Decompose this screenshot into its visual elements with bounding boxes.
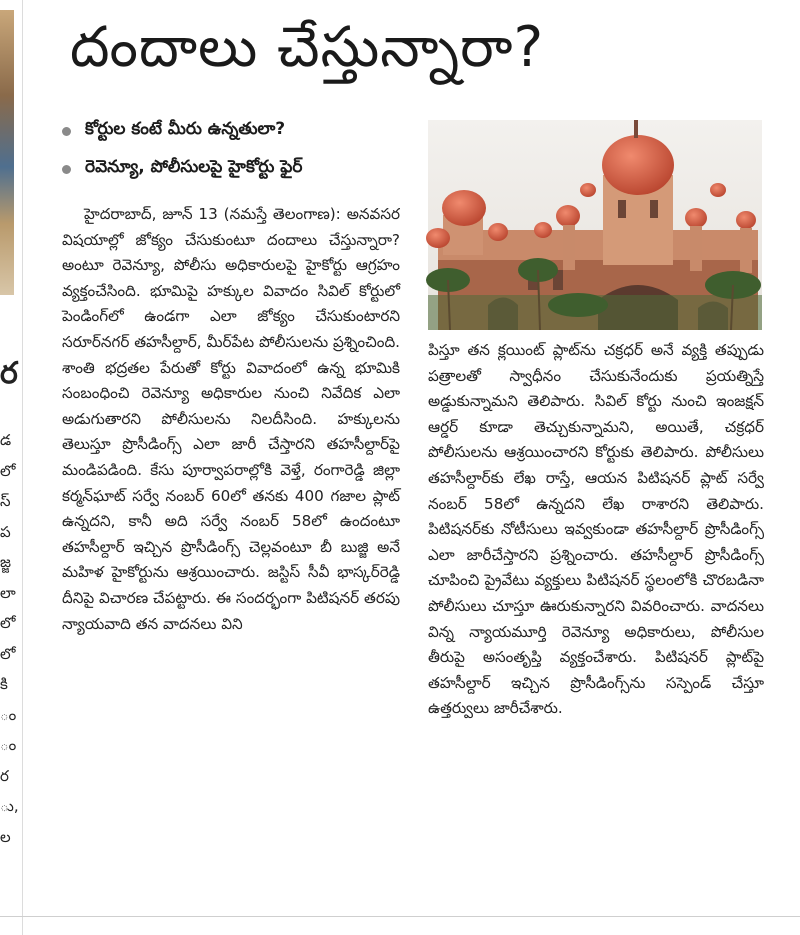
adjacent-article-fragment: ం: [0, 736, 17, 754]
article-headline: దందాలు చేస్తున్నారా?: [70, 15, 545, 80]
bullet-dot-icon: [62, 127, 71, 136]
subheading-text: కోర్టుల కంటే మీరు ఉన్నతులా?: [85, 119, 286, 139]
article-body-column-1: [62, 202, 400, 637]
adjacent-article-fragment: ం: [0, 705, 17, 724]
article-body-column-2: [428, 338, 764, 722]
adjacent-article-fragment: జ్జ: [0, 553, 11, 571]
adjacent-article-fragment: ప: [0, 522, 11, 541]
article-paragraph: పిస్తూ తన క్లయింట్ ప్లాట్‌ను చక్రధర్ అనే వ్యక్తి తప్పుడు పత్రాలతో స్వాధీనం చేసుకునేందుకు ప్రయత్నిస్తే అడ్డుకున్నామని తెలిపారు. సివిల్ కోర్టు నుంచి ఇంజక్షన్ ఆర్డర్ కూడా తెచ్చుకున్నామని, అయితే, చక్రధర్ పోలీసులను ఆశ్రయించారని కోర్టుకు తెలిపారు. పోలీసులు తహసీల్దార్‌కు లేఖ రాస్తే, ఆయన పిటిషనర్ ప్లాట్ సర్వే నంబర్ 58లో ఉన్నదని లేఖ రాశారని తెలిపారు. పిటిషనర్‌కు నోటీసులు ఇవ్వకుండా తహసీల్దార్ ప్రొసీడింగ్స్ ఎలా జారీచేస్తారని ప్రశ్నించారు. తహసీల్దార్ ప్రొసీడింగ్స్ చూపించి ప్రైవేటు వ్యక్తులు పిటిషనర్ స్థలంలోకి చొరబడినా పోలీసులు చూస్తూ ఊరుకున్నారని వివరించారు. వాదనలు విన్న న్యాయమూర్తి రెవెన్యూ అధికారులు, పోలీసుల తీరుపై అసంతృప్తి వ్యక్తంచేశారు. పిటిషనర్ ప్లాట్‌పై తహసీల్దార్ ఇచ్చిన ప్రొసీడింగ్స్‌ను సస్పెండ్ చేస్తూ ఉత్తర్వులు జారీచేశారు.: [428, 341, 764, 718]
adjacent-article-fragment: డ: [0, 431, 12, 449]
high-court-building-image: [428, 120, 762, 330]
article-paragraph: హైదరాబాద్, జూన్ 13 (నమస్తే తెలంగాణ): అనవసర విషయాల్లో జోక్యం చేసుకుంటూ దందాలు చేస్తున్నారా? అంటూ రెవెన్యూ, పోలీసు అధికారులపై హైకోర్టు ఆగ్రహం వ్యక్తంచేసింది. భూమిపై హక్కుల వివాదం సివిల్ కోర్టులో పెండింగ్‌లో ఉండగా ఎలా జోక్యం చేసుకుంటారని సరూర్‌నగర్ తహసీల్దార్, మీర్‌పేట పోలీసులను ప్రశ్నించింది. శాంతి భద్రతల పేరుతో కోర్టు వివాదంలో ఉన్న భూమికి సంబంధించి రెవెన్యూ అధికారుల నుంచి నివేదిక ఎలా అడుగుతారని పోలీసులను నిలదీసింది. హక్కులను తెలుస్తూ ప్రొసీడింగ్స్ ఎలా జారీ చేస్తారని తహసీల్దార్‌పై మండిపడింది. కేసు పూర్వాపరాల్లోకి వెళ్తే, రంగారెడ్డి జిల్లా కర్మన్‌ఘాట్ సర్వే నంబర్ 60లో తనకు 400 గజాల ప్లాట్ ఉన్నదని, కానీ అది సర్వే నంబర్ 58లో ఉందంటూ తహసీల్దార్ ఇచ్చిన ప్రొసీడింగ్స్ చెల్లవంటూ బీ బుజ్జి అనే మహిళ హైకోర్టును ఆశ్రయించారు. జస్టిస్ సీవీ భాస్కర్‌రెడ్డి దీనిపై విచారణ చేపట్టారు. ఈ సందర్భంగా పిటిషనర్ తరపు న్యాయవాది తన వాదనలు విని: [62, 205, 400, 633]
adjacent-article-fragment: లో: [0, 461, 16, 480]
adjacent-article-fragment: లో: [0, 644, 16, 663]
adjacent-article-photo: [0, 10, 14, 295]
subheading-bullet-2: [62, 150, 422, 188]
subheading-text: రెవెన్యూ, పోలీసులపై హైకోర్టు ఫైర్: [85, 157, 303, 177]
adjacent-article-fragment: ు,: [0, 797, 19, 815]
bullet-dot-icon: [62, 165, 71, 174]
adjacent-article-fragment: ల: [0, 827, 11, 846]
adjacent-article-fragment: కి: [0, 675, 8, 693]
adjacent-article-heading-fragment: ర: [0, 356, 18, 391]
column-divider: [22, 0, 23, 935]
adjacent-article-fragment: స్: [0, 492, 11, 510]
adjacent-article-fragment: ర: [0, 766, 9, 785]
bottom-rule: [0, 916, 800, 917]
adjacent-article-fragment: లో: [0, 614, 16, 632]
subheading-bullets: [62, 112, 422, 188]
adjacent-article-fragment: లా: [0, 583, 16, 602]
subheading-bullet-1: [62, 112, 422, 150]
